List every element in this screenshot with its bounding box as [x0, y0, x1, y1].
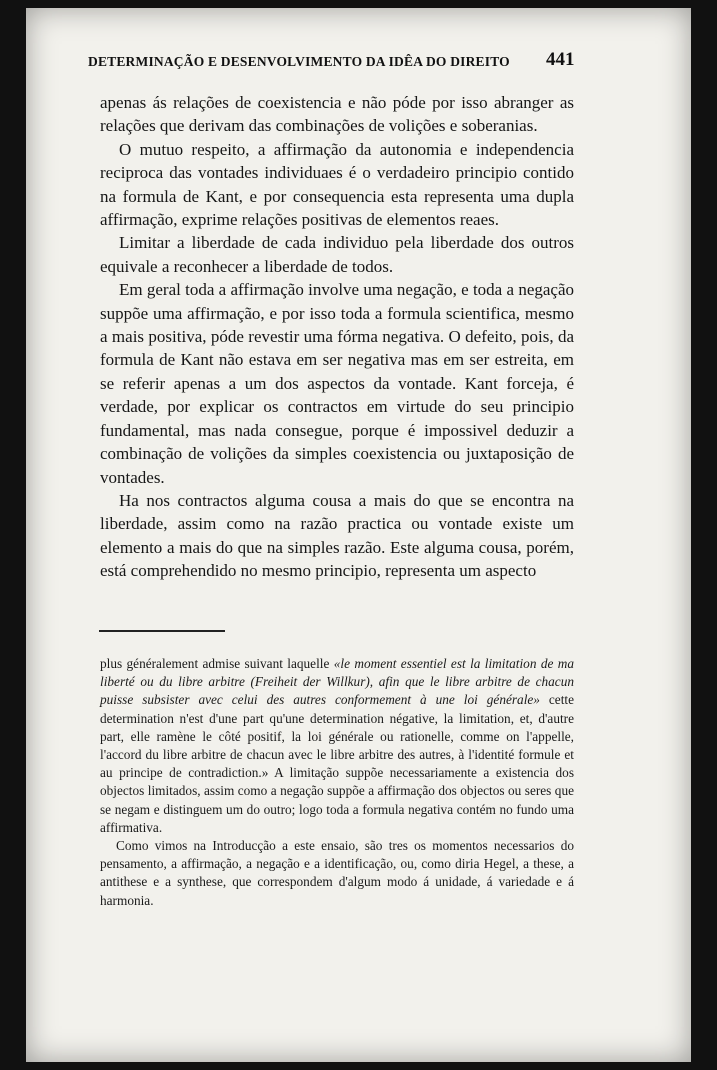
- main-text: [100, 91, 574, 583]
- page-number: 441: [546, 49, 575, 70]
- footnotes: [100, 655, 574, 910]
- paragraph-4: Em geral toda a affirmação involve uma negação, e toda a negação suppõe uma affirmação, e por isso toda a formula scientifica, mesmo a mais positiva, póde revestir uma fórma negativa. O defeito, pois, da formula de Kant não estava em ser negativa mas em ser estreita, em se referir apenas a um dos aspectos da vontade. Kant forceja, é verdade, por explicar os contractos em virtude do seu principio fundamental, mas nada consegue, porque é impossivel deduzir a combinação de volições da simples coexistencia ou juxtaposição de vontades.: [100, 280, 574, 487]
- paragraph-3: Limitar a liberdade de cada individuo pela liberdade dos outros equivale a reconhecer a liberdade de todos.: [100, 233, 574, 276]
- running-title: DETERMINAÇÃO E DESENVOLVIMENTO DA IDÊA DO DIREITO: [88, 54, 510, 69]
- footnote-1-lead: plus généralement admise suivant laquelle: [100, 656, 334, 671]
- footnote-1-tail: cette determination n'est d'une part qu'une determination négative, la limitation, et, d'autre part, elle ramène le côté positif, la loi générale ou rationelle, comme on l'appelle, l'accord du libre arbitre de chacun avec le libre arbitre des autres, à l'identité formule et au principe de contradiction.» A limitação suppõe necessariamente a existencia dos objectos limitados, assim como a negação suppõe a affirmação dos objectos ou seres que se negam e distinguem um do outro; logo toda a formula negativa contém no fundo uma affirmativa.: [100, 692, 574, 835]
- book-page: [26, 8, 691, 1062]
- footnote-1-quote: «le moment essentiel est la limitation de ma liberté ou du libre arbitre (Freiheit der Willkur), afin que le libre arbitre de chacun puisse subsister avec celui des autres conformement à une loi générale»: [100, 656, 574, 708]
- footnote-1: [100, 655, 574, 837]
- paragraph-2: O mutuo respeito, a affirmação da autonomia e independencia reciproca das vontades individuaes é o verdadeiro principio contido na formula de Kant, e por consequencia esta representa uma dupla affirmação, exprime relações positivas de elementos reaes.: [100, 139, 574, 230]
- paragraph-1: apenas ás relações de coexistencia e não póde por isso abranger as relações que derivam das combinações de volições e soberanias.: [100, 93, 574, 136]
- paragraph-5: Ha nos contractos alguma cousa a mais do que se encontra na liberdade, assim como na razão practica ou vontade existe um elemento a mais do que na simples razão. Este alguma cousa, porém, está comprehendido no mesmo principio, representa um aspecto: [100, 490, 574, 581]
- footnote-2: Como vimos na Introducção a este ensaio, são tres os momentos necessarios do pensamento, a affirmação, a negação e a identificação, ou, como diria Hegel, a these, a antithese e a synthese, que correspondem d'algum modo á unidade, á variedade e á harmonia.: [100, 838, 574, 908]
- footnote-rule: [99, 630, 225, 632]
